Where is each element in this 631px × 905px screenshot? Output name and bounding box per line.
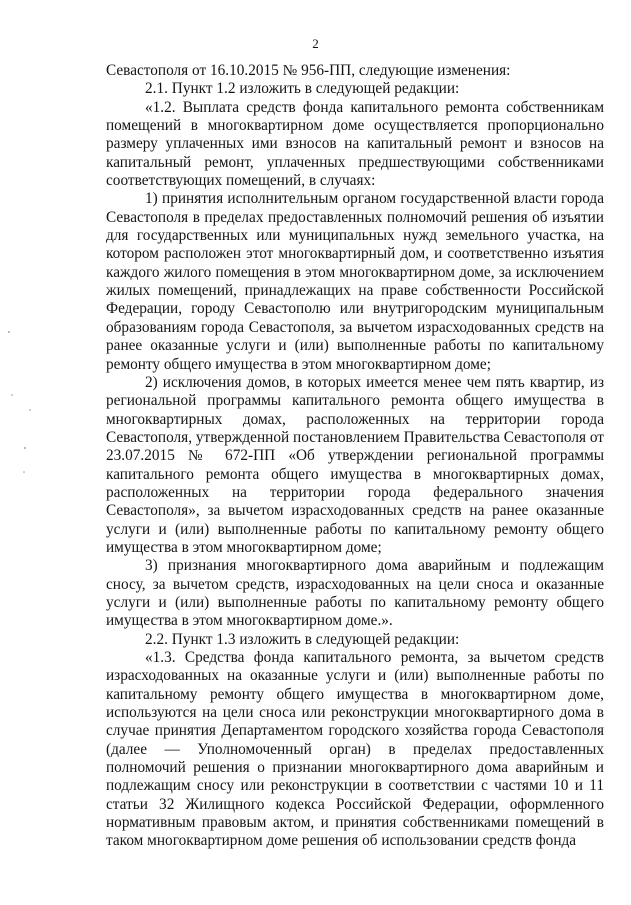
margin-scan-marks: [0, 0, 40, 905]
paragraph-clause-1-3: «1.3. Средства фонда капитального ремонта, за вычетом средств израсходованных на оказанные услуги и (или) выполненные работы по капитальному ремонту общего имущества в многоквартирном доме, используются на цели сноса или реконструкции многоквартирного дома в случае принятия Департаментом городского хозяйства города Севастополя (далее — Уполномоченный орган) в пределах предоставленных полномочий решения о признании многоквартирного дома аварийным и подлежащим сносу или реконструкции в соответствии с частями 10 и 11 статьи 32 Жилищного кодекса Российской Федерации, оформленного нормативным правовым актом, и принятия собственниками помещений в таком многоквартирном доме решения об использовании средств фонда: [106, 649, 604, 850]
page-number: 2: [312, 36, 319, 51]
paragraph-case-1: 1) принятия исполнительным органом государственной власти города Севастополя в пределах предоставленных полномочий решения об изъятии для государственных или муниципальных нужд земельного участка, на котором расположен этот многоквартирный дом, и соответственно изъятия каждого жилого помещения в этом многоквартирном доме, за исключением жилых помещений, принадлежащих на праве собственности Российской Федерации, городу Севастополю или внутригородским муниципальным образованиям города Севастополя, за вычетом израсходованных средств на ранее оказанные услуги и (или) выполненные работы по капитальному ремонту общего имущества в этом многоквартирном доме;: [106, 190, 604, 373]
paragraph-intro: Севастополя от 16.10.2015 № 956-ПП, следующие изменения:: [106, 62, 511, 79]
paragraph-item-2-2: 2.2. Пункт 1.3 изложить в следующей редакции:: [145, 630, 460, 648]
paragraph-item-2-1: 2.1. Пункт 1.2 изложить в следующей редакции:: [145, 80, 460, 98]
paragraph-case-3: 3) признания многоквартирного дома аварийным и подлежащим сносу, за вычетом средств, израсходованных на цели сноса и оказанные услуги и (или) выполненные работы по капитальному ремонту общего имущества в этом многоквартирном доме.».: [106, 557, 604, 630]
paragraph-case-2: 2) исключения домов, в которых имеется менее чем пять квартир, из региональной программы капитального ремонта общего имущества в многоквартирных домах, расположенных на территории города Севастополя, утвержденной постановлением Правительства Севастополя от 23.07.2015 № 672-ПП «Об утверждении региональной программы капитального ремонта общего имущества в многоквартирных домах, расположенных на территории города федерального значения Севастополя», за вычетом израсходованных средств на ранее оказанные услуги и (или) выполненные работы по капитальному ремонту общего имущества в этом многоквартирном доме;: [106, 373, 604, 556]
paragraph-clause-1-2: «1.2. Выплата средств фонда капитального ремонта собственникам помещений в многоквартирном доме осуществляется пропорционально размеру уплаченных ими взносов на капитальный ремонт и взносов на капитальный ремонт, уплаченных предшествующими собственниками соответствующих помещений, в случаях:: [106, 98, 604, 190]
document-body: [106, 62, 604, 851]
